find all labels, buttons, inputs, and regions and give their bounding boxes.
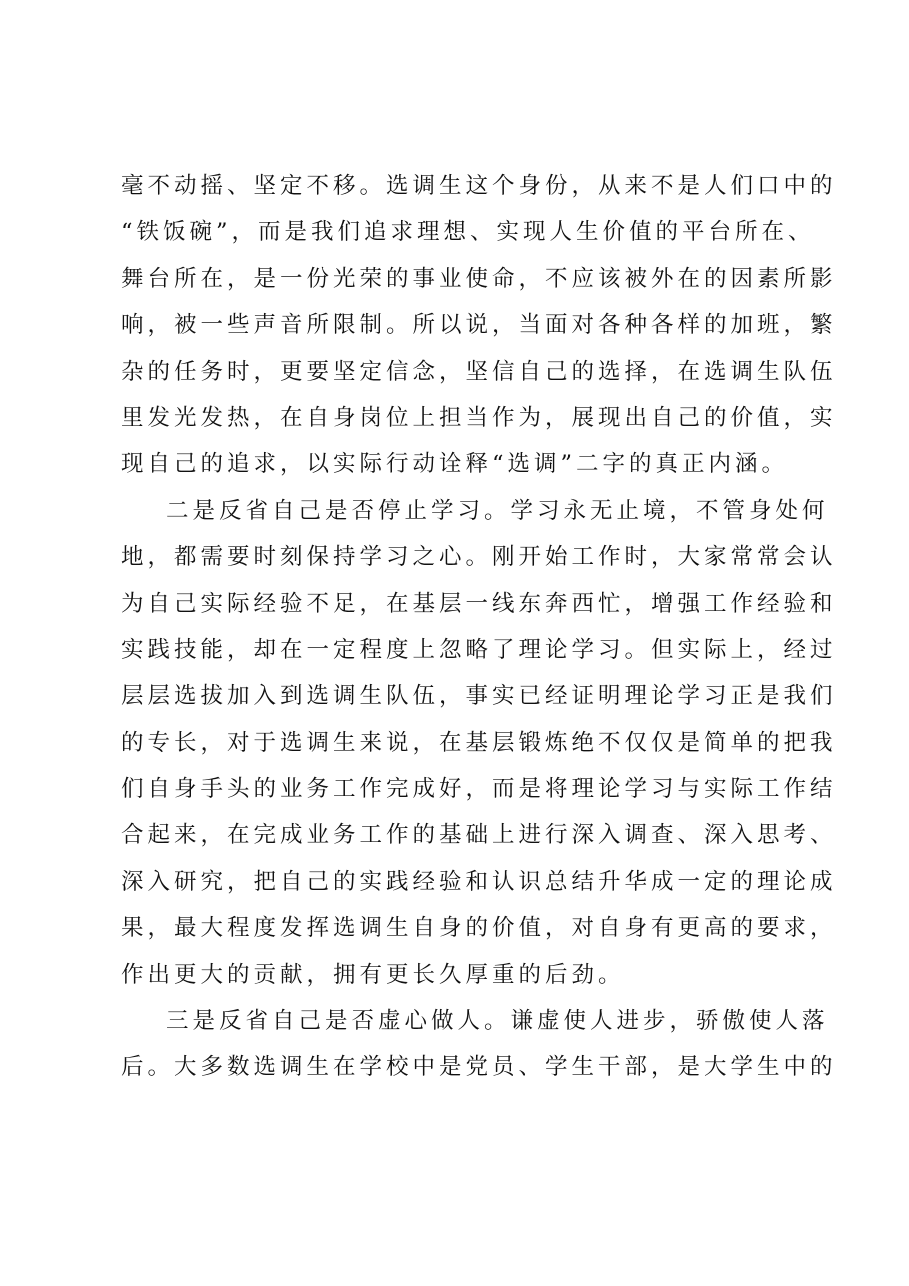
paragraph-first-line: 三是反省自己是否虚心做人。谦虚使人进步，骄傲使人落 — [166, 1008, 829, 1035]
text-line: 后。大多数选调生在学校中是党员、学生干部，是大学生中的 — [121, 1054, 837, 1081]
text-line: 的专长，对于选调生来说，在基层锻炼绝不仅仅是简单的把我 — [121, 729, 837, 756]
paragraph-first-line: 二是反省自己是否停止学习。学习永无止境，不管身处何 — [166, 497, 829, 524]
text-line: 们自身手头的业务工作完成好，而是将理论学习与实际工作结 — [121, 776, 837, 803]
text-line: 作出更大的贡献，拥有更长久厚重的后劲。 — [121, 961, 625, 988]
text-line: 响，被一些声音所限制。所以说，当面对各种各样的加班，繁 — [121, 312, 837, 339]
text-line: 舞台所在，是一份光荣的事业使命，不应该被外在的因素所影 — [121, 265, 837, 292]
text-line: 实践技能，却在一定程度上忽略了理论学习。但实际上，经过 — [121, 636, 837, 663]
text-line: 里发光发热，在自身岗位上担当作为，展现出自己的价值，实 — [121, 404, 837, 431]
text-line: 杂的任务时，更要坚定信念，坚信自己的选择，在选调生队伍 — [121, 358, 837, 385]
text-line: 现自己的追求，以实际行动诠释“选调”二字的真正内涵。 — [121, 451, 789, 478]
text-line: 深入研究，把自己的实践经验和认识总结升华成一定的理论成 — [121, 868, 837, 895]
text-line: 地，都需要时刻保持学习之心。刚开始工作时，大家常常会认 — [121, 544, 837, 571]
text-line: 层层选拔加入到选调生队伍，事实已经证明理论学习正是我们 — [121, 683, 837, 710]
text-line: 合起来，在完成业务工作的基础上进行深入调查、深入思考、 — [121, 822, 837, 849]
body-text — [121, 163, 837, 1091]
text-line: 毫不动摇、坚定不移。选调生这个身份，从来不是人们口中的 — [121, 173, 837, 199]
text-line: 果，最大程度发挥选调生自身的价值，对自身有更高的要求， — [121, 915, 837, 942]
text-line: 为自己实际经验不足，在基层一线东奔西忙，增强工作经验和 — [121, 590, 837, 617]
text-line: “铁饭碗”，而是我们追求理想、实现人生价值的平台所在、 — [121, 219, 815, 246]
